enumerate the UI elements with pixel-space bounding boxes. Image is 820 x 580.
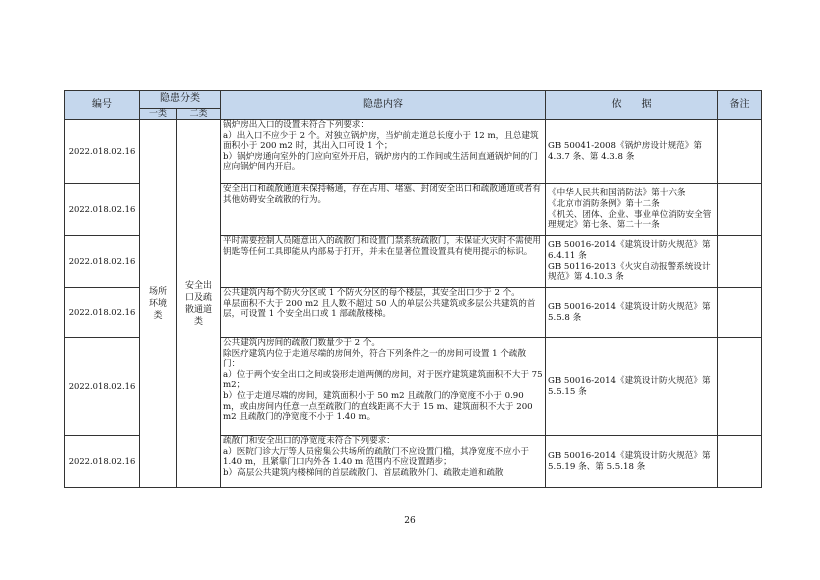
row-code: 2022.018.02.16: [65, 338, 140, 436]
class2-label: 安全出口及疏散通道类: [184, 280, 212, 327]
remark-cell: [718, 120, 762, 184]
basis-cell: GB 50016-2014《建筑设计防火规范》第 5.5.15 条: [546, 338, 718, 436]
basis-cell: GB 50041-2008《锅炉房设计规范》第 4.3.7 条、第 4.3.8 条: [546, 120, 718, 184]
hazard-content: 平时需要控制人员随意出入的疏散门和设置门禁系统疏散门，未保证火灾时不需使用钥匙等任何工具即能从内部易于打开，并未在显著位置设置具有使用提示的标识。: [221, 236, 546, 288]
hazard-table: [64, 90, 762, 488]
remark-cell: [718, 288, 762, 338]
row-code: 2022.018.02.16: [65, 120, 140, 184]
header-hazard-category: 隐患分类: [140, 91, 221, 109]
remark-cell: [718, 436, 762, 488]
class2-cell: [177, 120, 221, 488]
table-row: [65, 120, 762, 184]
class1-label: 场所环境类: [148, 286, 167, 321]
page-number: 26: [404, 516, 416, 526]
basis-cell: 《中华人民共和国消防法》第十六条 《北京市消防条例》第十二条 《机关、团体、企业、事业单位消防安全管理规定》第七条、第二十一条: [546, 184, 718, 236]
hazard-content: 公共建筑内每个防火分区或 1 个防火分区的每个楼层，其安全出口少于 2 个。 单层面积不大于 200 m2 且人数不超过 50 人的单层公共建筑或多层公共建筑的首层，可设置 1 个安全出口或 1 部疏散楼梯。: [221, 288, 546, 338]
hazard-content: 公共建筑内房间的疏散门数量少于 2 个。 除医疗建筑内位于走道尽端的房间外，符合下列条件之一的房间可设置 1 个疏散门： a）位于两个安全出口之间或袋形走道两侧的房间，对于医疗建筑建筑面积不大于 75 m2； b）位于走道尽端的房间，建筑面积小于 50 m2 且疏散门的净宽度不小于 0.90 m，或由房间内任意一点至疏散门的直线距离不大于 15 m、建筑面积不大于 200 m2 且疏散门的净宽度不小于 1.40 m。: [221, 338, 546, 436]
header-basis: 依 据: [546, 91, 718, 120]
hazard-content: 锅炉房出入口的设置未符合下列要求： a）出入口不应少于 2 个。对独立锅炉房，当炉前走道总长度小于 12 m，且总建筑面积小于 200 m2 时，其出入口可设 1 个； b）锅炉房通向室外的门应向室外开启，锅炉房内的工作间或生活间直通锅炉间的门应向锅炉间内开启。: [221, 120, 546, 184]
hazard-content: 疏散门和安全出口的净宽度未符合下列要求： a）医院门诊大厅等人员密集公共场所的疏散门不应设置门槛，其净宽度不应小于 1.40 m，且紧靠门口内外各 1.40 m 范围内不应设置踏步； b）高层公共建筑内楼梯间的首层疏散门、首层疏散外门、疏散走道和疏散: [221, 436, 546, 488]
header-class2: 二类: [177, 109, 221, 120]
header-remark: 备注: [718, 91, 762, 120]
class1-cell: [140, 120, 177, 488]
header-code: 编号: [65, 91, 140, 120]
row-code: 2022.018.02.16: [65, 236, 140, 288]
row-code: 2022.018.02.16: [65, 288, 140, 338]
remark-cell: [718, 184, 762, 236]
basis-cell: GB 50016-2014《建筑设计防火规范》第 5.5.8 条: [546, 288, 718, 338]
header-content: 隐患内容: [221, 91, 546, 120]
row-code: 2022.018.02.16: [65, 436, 140, 488]
remark-cell: [718, 338, 762, 436]
basis-cell: GB 50016-2014《建筑设计防火规范》第 6.4.11 条 GB 50116-2013《火灾自动报警系统设计规范》第 4.10.3 条: [546, 236, 718, 288]
remark-cell: [718, 236, 762, 288]
header-class1: 一类: [140, 109, 177, 120]
basis-cell: GB 50016-2014《建筑设计防火规范》第 5.5.19 条、第 5.5.18 条: [546, 436, 718, 488]
hazard-content: 安全出口和疏散通道未保持畅通，存在占用、堵塞、封闭安全出口和疏散通道或者有其他妨碍安全疏散的行为。: [221, 184, 546, 236]
row-code: 2022.018.02.16: [65, 184, 140, 236]
